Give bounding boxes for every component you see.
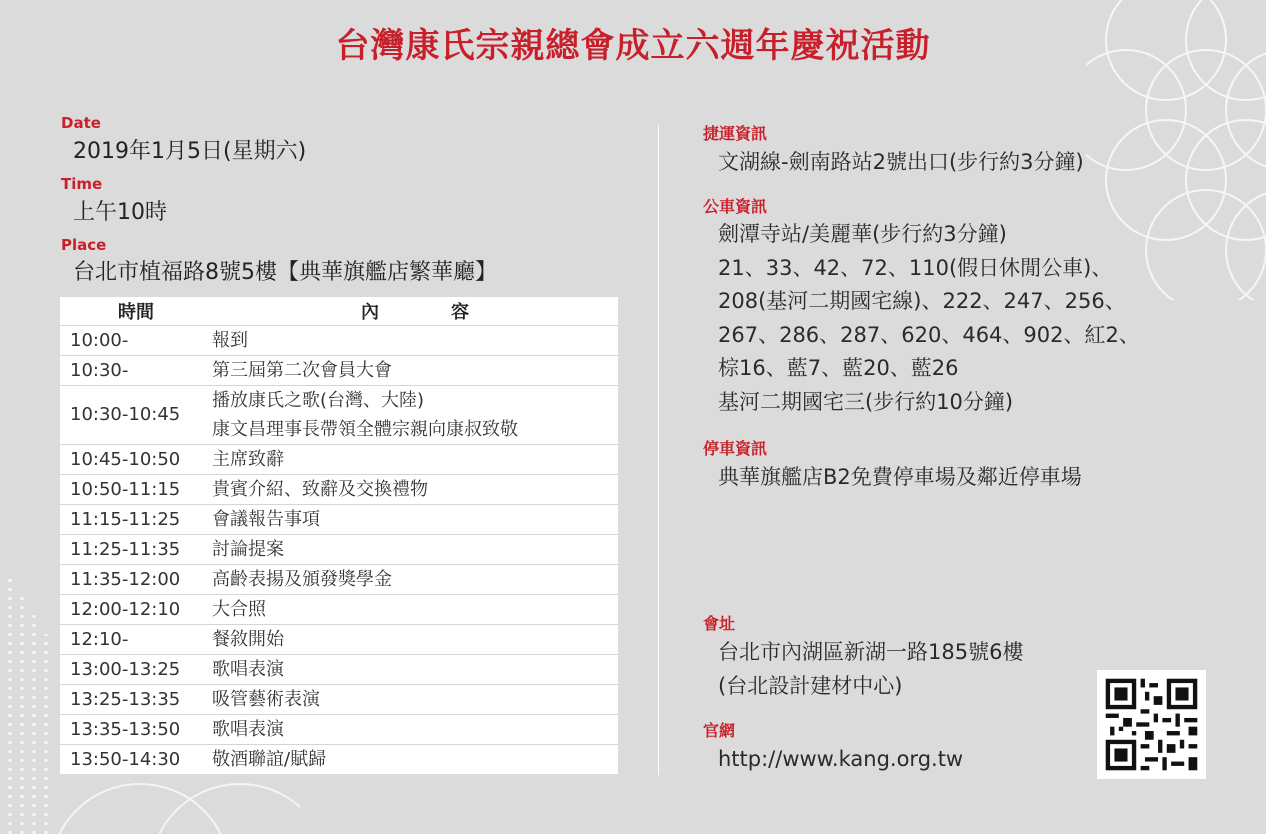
schedule-content-line1: 播放康氏之歌(台灣、大陸) <box>212 389 425 411</box>
table-row <box>60 684 618 714</box>
table-row <box>60 654 618 684</box>
website-label: 官網 <box>703 721 736 740</box>
schedule-time: 11:35-12:00 <box>60 564 212 594</box>
time-label: Time <box>61 175 103 193</box>
schedule-content: 歌唱表演 <box>212 714 618 744</box>
table-row <box>60 385 618 444</box>
schedule-time: 11:15-11:25 <box>60 504 212 534</box>
schedule-time: 10:30-10:45 <box>60 385 212 444</box>
schedule-content <box>212 385 618 444</box>
schedule-table <box>60 297 618 774</box>
time-value: 上午10時 <box>73 200 167 225</box>
schedule-content: 討論提案 <box>212 534 618 564</box>
schedule-time: 12:10- <box>60 624 212 654</box>
table-row <box>60 714 618 744</box>
bus-info <box>718 218 1140 419</box>
page-title: 台灣康氏宗親總會成立六週年慶祝活動 <box>335 26 931 66</box>
schedule-header-row <box>60 297 618 325</box>
qr-code-icon <box>1097 670 1206 779</box>
schedule-time: 10:45-10:50 <box>60 444 212 474</box>
schedule-content: 吸管藝術表演 <box>212 684 618 714</box>
schedule-header-content: 內 容 <box>212 297 618 325</box>
parking-value: 典華旗艦店B2免費停車場及鄰近停車場 <box>718 465 1082 489</box>
table-row <box>60 534 618 564</box>
bus-line: 基河二期國宅三(步行約10分鐘) <box>718 389 1014 414</box>
schedule-time: 13:25-13:35 <box>60 684 212 714</box>
schedule-content: 大合照 <box>212 594 618 624</box>
table-row <box>60 504 618 534</box>
schedule-content: 高齡表揚及頒發獎學金 <box>212 564 618 594</box>
table-row <box>60 474 618 504</box>
schedule-header-time: 時間 <box>60 297 212 325</box>
address-line1: 台北市內湖區新湖一路185號6樓 <box>718 640 1024 664</box>
table-row <box>60 355 618 385</box>
schedule-time: 13:35-13:50 <box>60 714 212 744</box>
website-link[interactable]: http://www.kang.org.tw <box>718 747 964 771</box>
schedule-time: 13:00-13:25 <box>60 654 212 684</box>
address-line2: (台北設計建材中心) <box>718 673 903 698</box>
schedule-time: 10:30- <box>60 355 212 385</box>
table-row <box>60 624 618 654</box>
table-row <box>60 564 618 594</box>
qr-code <box>1097 670 1206 779</box>
bus-line: 劍潭寺站/美麗華(步行約3分鐘) <box>718 222 1007 246</box>
table-row <box>60 325 618 355</box>
schedule-content: 第三屆第二次會員大會 <box>212 355 618 385</box>
place-label: Place <box>61 236 107 254</box>
schedule-time: 11:25-11:35 <box>60 534 212 564</box>
bus-label: 公車資訊 <box>703 197 768 216</box>
schedule-content: 歌唱表演 <box>212 654 618 684</box>
schedule-content: 餐敘開始 <box>212 624 618 654</box>
schedule-time: 10:50-11:15 <box>60 474 212 504</box>
address-label: 會址 <box>703 614 736 633</box>
date-label: Date <box>61 114 101 132</box>
date-value: 2019年1月5日(星期六) <box>73 139 307 164</box>
bus-line: 208(基河二期國宅線)、222、247、256、 <box>718 289 1126 313</box>
schedule-content: 會議報告事項 <box>212 504 618 534</box>
place-value: 台北市植福路8號5樓【典華旗艦店繁華廳】 <box>73 260 497 285</box>
schedule-time: 10:00- <box>60 325 212 355</box>
mrt-label: 捷運資訊 <box>703 124 768 143</box>
parking-label: 停車資訊 <box>703 439 768 458</box>
schedule-content: 主席致辭 <box>212 444 618 474</box>
schedule-content: 敬酒聯誼/賦歸 <box>212 744 618 774</box>
table-row <box>60 744 618 774</box>
address-value <box>718 636 1023 703</box>
schedule-time: 13:50-14:30 <box>60 744 212 774</box>
schedule-time: 12:00-12:10 <box>60 594 212 624</box>
schedule-content: 報到 <box>212 325 618 355</box>
table-row <box>60 444 618 474</box>
table-row <box>60 594 618 624</box>
schedule-content: 貴賓介紹、致辭及交換禮物 <box>212 474 618 504</box>
schedule-content-line2: 康文昌理事長帶領全體宗親向康叔致敬 <box>212 418 518 440</box>
bus-line: 棕16、藍7、藍20、藍26 <box>718 356 959 380</box>
mrt-value: 文湖線-劍南路站2號出口(步行約3分鐘) <box>718 150 1084 174</box>
bus-line: 267、286、287、620、464、902、紅2、 <box>718 322 1140 347</box>
column-divider <box>658 125 659 775</box>
bus-line: 21、33、42、72、110(假日休閒公車)、 <box>718 255 1113 280</box>
